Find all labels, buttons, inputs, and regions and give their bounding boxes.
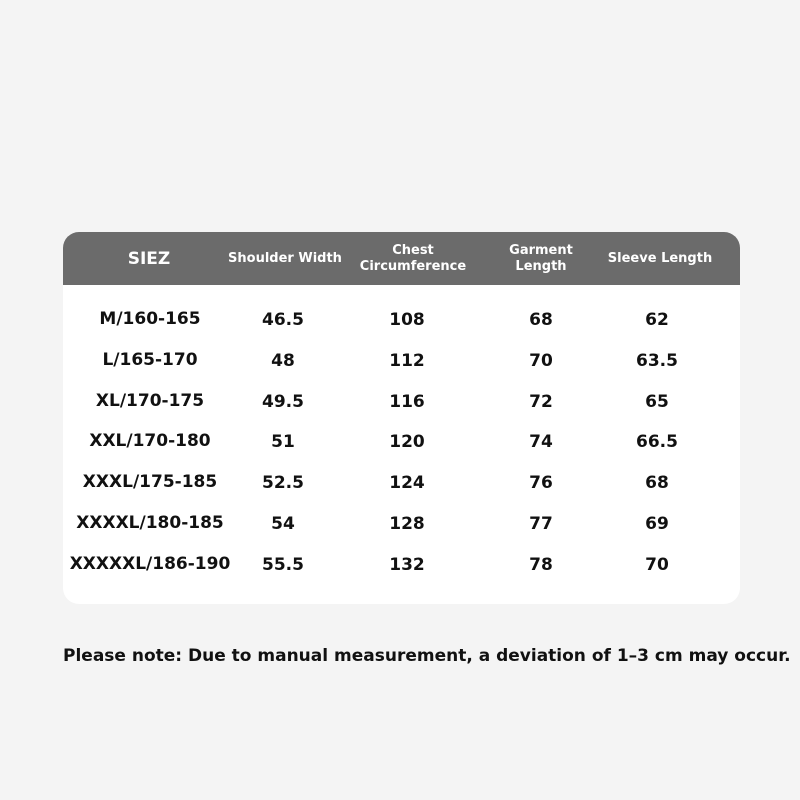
table-row [63,545,740,586]
cell-chest: 112 [389,350,425,371]
measurement-note: Please note: Due to manual measurement, a deviation of 1–3 cm may occur. [63,646,791,666]
cell-sleeve-length: 65 [645,391,669,412]
size-chart-body [63,300,740,586]
cell-sleeve-length: 68 [645,473,669,494]
table-row [63,300,740,341]
cell-shoulder-width: 54 [271,513,295,534]
cell-chest: 120 [389,432,425,453]
cell-shoulder-width: 48 [271,350,295,371]
cell-shoulder-width: 46.5 [262,310,304,330]
cell-chest: 128 [389,513,425,534]
cell-size: XXL/170-180 [89,431,211,452]
cell-size: XXXL/175-185 [82,472,218,493]
header-shoulder-width [223,232,347,285]
table-row [63,422,740,463]
cell-garment-length: 68 [529,310,553,330]
cell-chest: 116 [389,391,425,412]
cell-garment-length: 74 [529,432,553,453]
table-row [63,504,740,545]
size-chart-header [63,232,740,285]
header-sleeve-length-label: Sleeve Length [607,250,713,266]
cell-size: XXXXL/180-185 [76,512,224,533]
header-chest-line2: Circumference [359,258,467,274]
header-chest-line1: Chest [392,242,434,258]
table-row [63,341,740,382]
header-size [93,232,205,285]
cell-chest: 108 [389,310,425,330]
cell-garment-length: 78 [529,554,553,575]
cell-sleeve-length: 62 [645,310,669,330]
header-garment-line2: Length [515,258,567,274]
cell-shoulder-width: 51 [271,432,295,453]
cell-size: L/165-170 [102,349,198,370]
cell-garment-length: 76 [529,473,553,494]
cell-chest: 124 [389,473,425,494]
cell-garment-length: 70 [529,350,553,371]
cell-sleeve-length: 63.5 [636,350,678,371]
cell-size: M/160-165 [99,309,201,329]
header-size-label: SIEZ [127,248,171,269]
header-chest-circumference [353,232,473,285]
header-shoulder-width-label: Shoulder Width [228,250,342,266]
cell-chest: 132 [389,554,425,575]
cell-size: XL/170-175 [95,390,205,411]
header-garment-length [481,232,601,285]
table-row [63,382,740,423]
cell-sleeve-length: 66.5 [636,432,678,453]
cell-sleeve-length: 70 [645,554,669,575]
table-row [63,463,740,504]
cell-shoulder-width: 49.5 [262,391,304,412]
cell-size: XXXXXL/186-190 [69,553,231,574]
cell-garment-length: 72 [529,391,553,412]
cell-shoulder-width: 52.5 [262,473,304,494]
size-chart-card [63,232,740,604]
header-garment-line1: Garment [509,242,573,258]
header-sleeve-length [600,232,720,285]
cell-garment-length: 77 [529,513,553,534]
cell-shoulder-width: 55.5 [262,554,304,575]
cell-sleeve-length: 69 [645,513,669,534]
